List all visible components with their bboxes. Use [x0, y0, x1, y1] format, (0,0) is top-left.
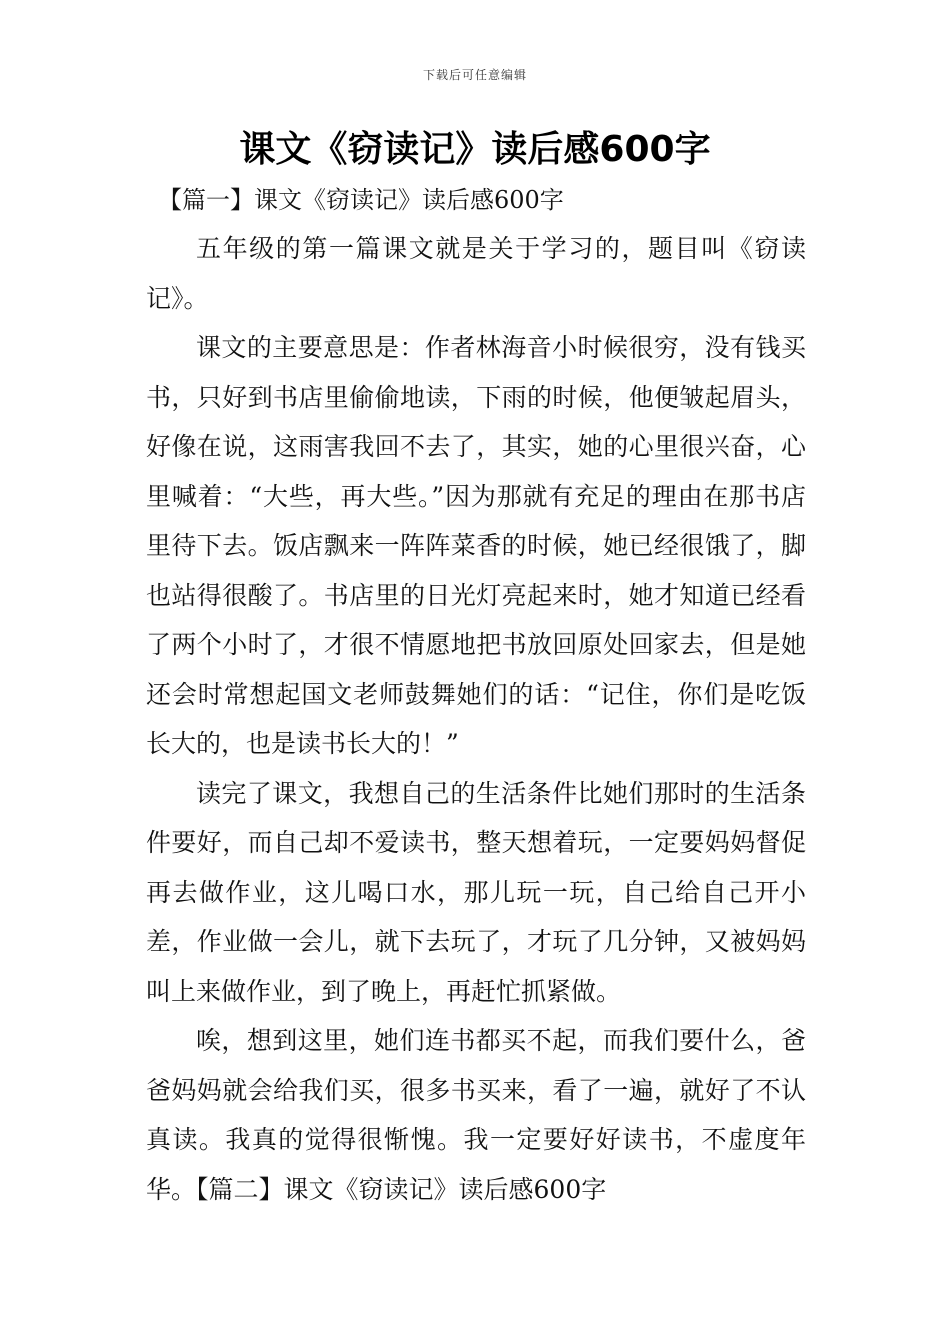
- paragraph-conclusion: 唉，想到这里，她们连书都买不起，而我们要什么，爸爸妈妈就会给我们买，很多书买来，看了一遍，就好了不认真读。我真的觉得很惭愧。我一定要好好读书，不虚度年华。【篇二】课文《窃读记》读后感600字: [146, 1026, 806, 1204]
- download-note: 下载后可任意编辑: [422, 68, 527, 82]
- document-body: [146, 224, 806, 1214]
- paragraph-summary: 课文的主要意思是：作者林海音小时候很穷，没有钱买书，只好到书店里偷偷地读，下雨的时候，他便皱起眉头，好像在说，这雨害我回不去了，其实，她的心里很兴奋，心里喊着：“大些，再大些。”因为那就有充足的理由在那书店里待下去。饭店飘来一阵阵菜香的时候，她已经很饿了，脚也站得很酸了。书店里的日光灯亮起来时，她才知道已经看了两个小时了，才很不情愿地把书放回原处回家去，但是她还会时常想起国文老师鼓舞她们的话：“记住，你们是吃饭长大的，也是读书长大的！”: [146, 333, 806, 758]
- paragraph-reflection: 读完了课文，我想自己的生活条件比她们那时的生活条件要好，而自己却不爱读书，整天想着玩，一定要妈妈督促再去做作业，这儿喝口水，那儿玩一玩，自己给自己开小差，作业做一会儿，就下去玩了，才玩了几分钟，又被妈妈叫上来做作业，到了晚上，再赶忙抓紧做。: [146, 778, 806, 1006]
- document-title: 课文《窃读记》读后感600字: [239, 129, 711, 170]
- paragraph-intro: 五年级的第一篇课文就是关于学习的，题目叫《窃读记》。: [146, 234, 806, 313]
- section-heading: 【篇一】课文《窃读记》读后感600字: [158, 186, 564, 214]
